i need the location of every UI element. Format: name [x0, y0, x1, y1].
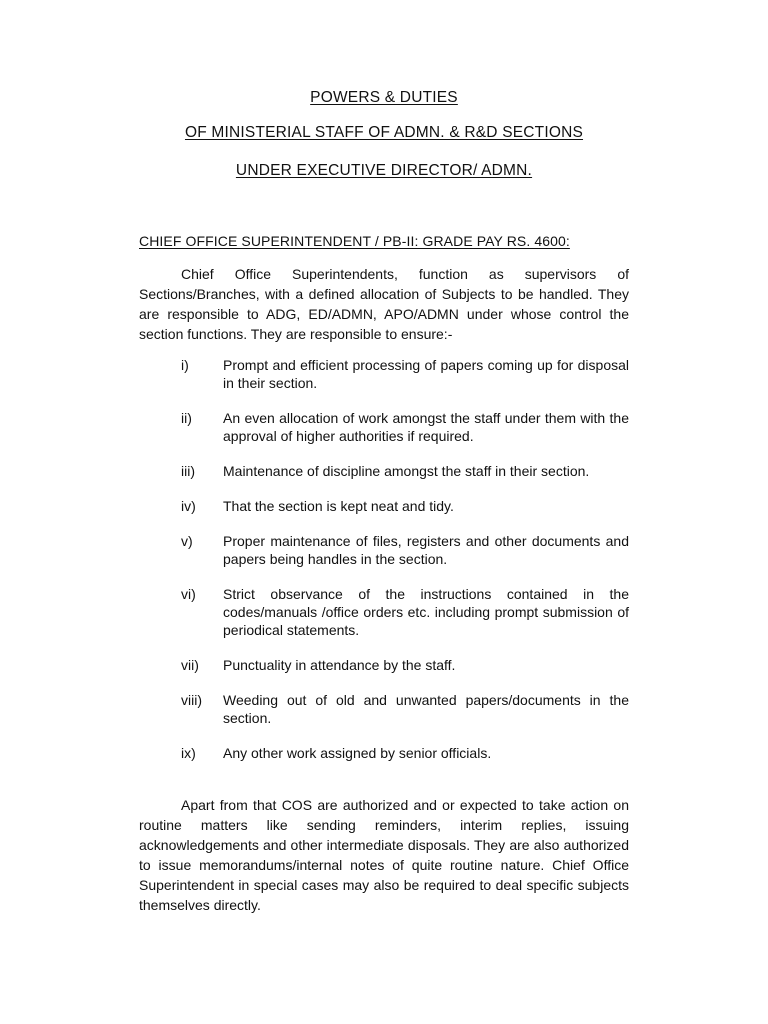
list-item-text: Any other work assigned by senior officials. [223, 745, 492, 761]
duties-list [181, 356, 629, 762]
list-item-number: iv) [181, 498, 196, 514]
list-item-text: That the section is kept neat and tidy. [223, 498, 454, 514]
list-item-number: i) [181, 357, 189, 373]
list-item-number: iii) [181, 463, 195, 479]
list-item-text: An even allocation of work amongst the staff under them with the approval of higher authorities if required. [223, 410, 629, 444]
list-item-number: vii) [181, 657, 199, 673]
list-item-text: Prompt and efficient processing of papers coming up for disposal in their section. [223, 357, 629, 391]
list-item-number: v) [181, 533, 193, 549]
list-item-number: ii) [181, 410, 192, 426]
list-item-number: vi) [181, 586, 196, 602]
closing-paragraph: Apart from that COS are authorized and or expected to take action on routine matters like sending reminders, interim replies, issuing acknowledgements and other intermediate disposals. They are also authorized to issue memorandums/internal notes of quite routine nature. Chief Office Superintendent in special cases may also be required to deal specific subjects themselves directly. [139, 797, 629, 913]
list-item [181, 409, 629, 445]
list-item [181, 656, 629, 674]
list-item-text: Punctuality in attendance by the staff. [223, 657, 456, 673]
list-item-text: Weeding out of old and unwanted papers/documents in the section. [223, 692, 629, 726]
list-item-number: ix) [181, 745, 196, 761]
list-item-number: viii) [181, 692, 202, 708]
list-item [181, 744, 629, 762]
list-item [181, 462, 629, 480]
list-item [181, 691, 629, 727]
title-line-2: OF MINISTERIAL STAFF OF ADMN. & R&D SECTIONS [184, 124, 584, 141]
list-item-text: Strict observance of the instructions contained in the codes/manuals /office orders etc. including prompt submission of periodical statements. [223, 586, 629, 638]
list-item [181, 532, 629, 568]
title-line-1: POWERS & DUTIES [310, 89, 458, 106]
list-item [181, 497, 629, 515]
list-item [181, 585, 629, 639]
list-item-text: Proper maintenance of files, registers and other documents and papers being handles in the section. [223, 533, 629, 567]
list-item [181, 356, 629, 392]
list-item-text: Maintenance of discipline amongst the staff in their section. [223, 463, 590, 479]
section-heading: CHIEF OFFICE SUPERINTENDENT / PB-II: GRADE PAY RS. 4600: [139, 233, 570, 249]
title-line-3: UNDER EXECUTIVE DIRECTOR/ ADMN. [235, 162, 533, 179]
intro-paragraph: Chief Office Superintendents, function as supervisors of Sections/Branches, with a defined allocation of Subjects to be handled. They are responsible to ADG, ED/ADMN, APO/ADMN under whose control the section functions. They are responsible to ensure:- [139, 266, 629, 342]
